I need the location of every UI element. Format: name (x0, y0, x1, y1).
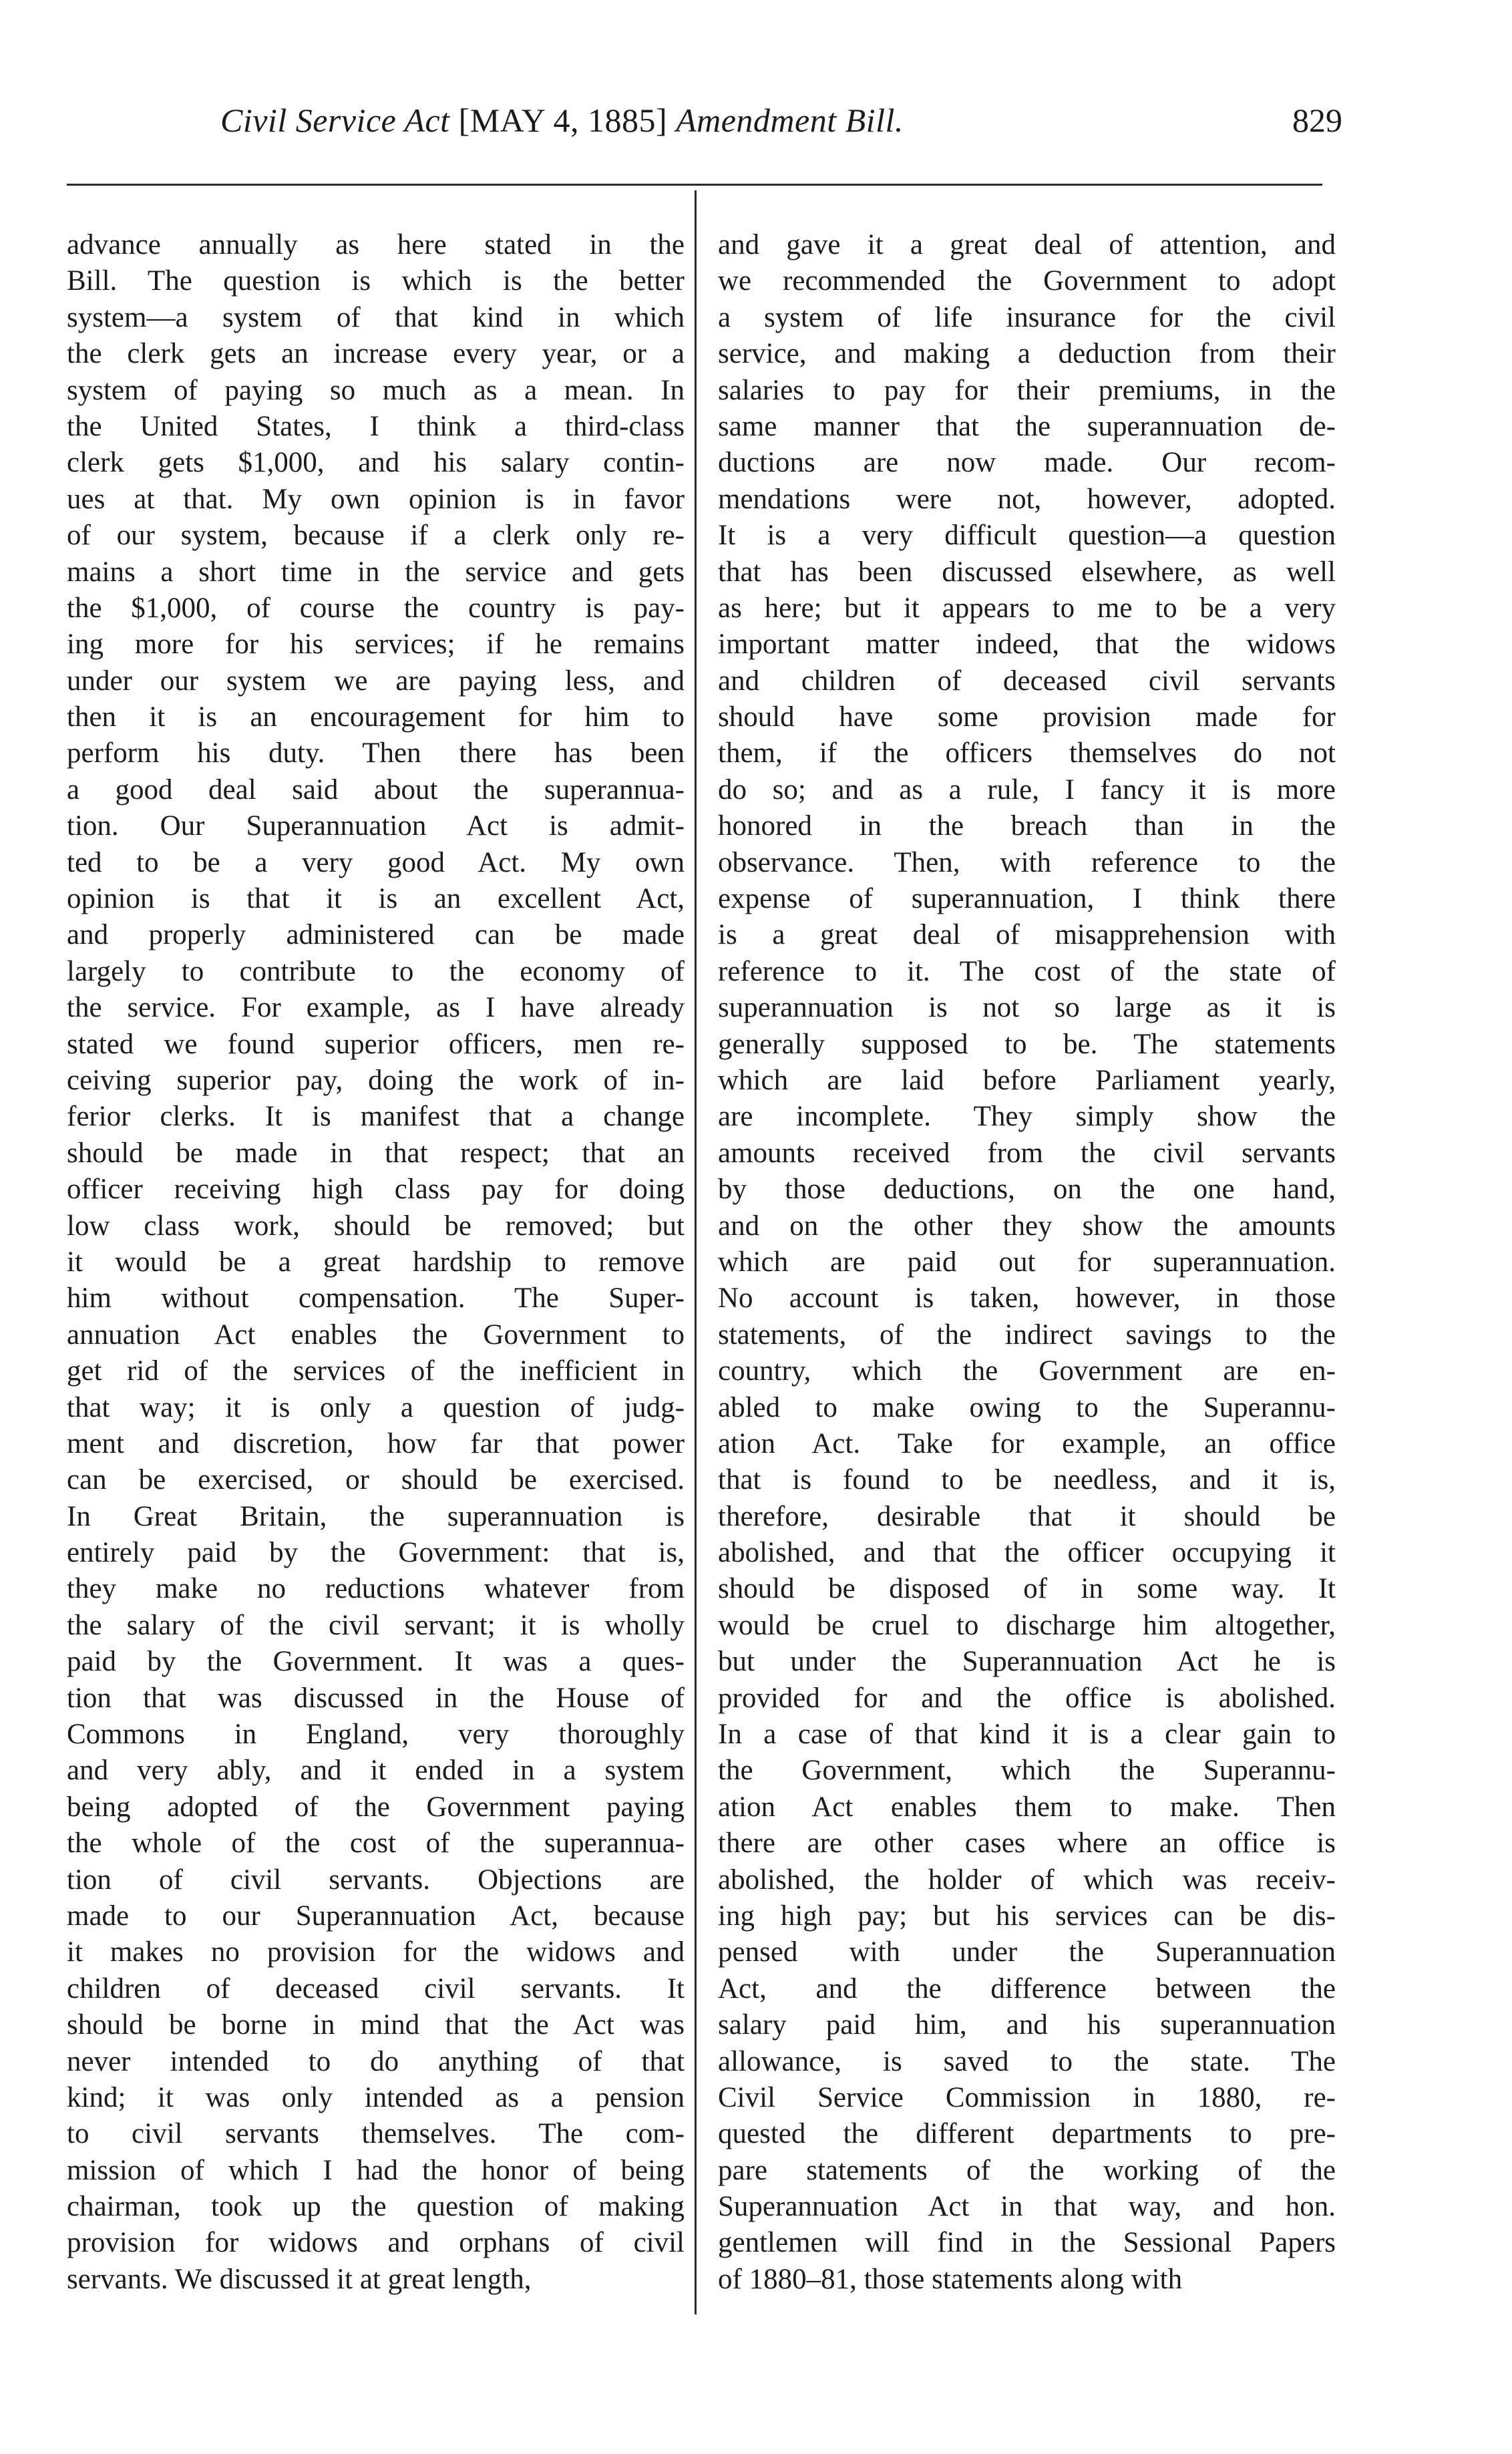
text-line: which are paid out for superannuation. (718, 1246, 1336, 1278)
text-line: them, if the officers themselves do not (718, 737, 1336, 769)
text-line: mendations were not, however, adopted. (718, 483, 1336, 515)
text-line: observance. Then, with reference to the (718, 846, 1336, 878)
text-line: under our system we are paying less, and (67, 665, 685, 697)
text-line: advance annually as here stated in the (67, 229, 685, 260)
text-line: therefore, desirable that it should be (718, 1500, 1336, 1532)
text-line: Civil Service Commission in 1880, re- (718, 2081, 1336, 2113)
text-line: the service. For example, as I have already (67, 992, 685, 1024)
text-line: the whole of the cost of the superannua- (67, 1827, 685, 1860)
text-line: but under the Superannuation Act he is (718, 1646, 1336, 1678)
text-line: ing more for his services; if he remains (67, 629, 685, 661)
text-line: the $1,000, of course the country is pay- (67, 592, 685, 624)
text-line: ation Act. Take for example, an office (718, 1427, 1336, 1459)
text-line: the Government, which the Superannu- (718, 1755, 1336, 1787)
text-line: quested the different departments to pre- (718, 2118, 1336, 2150)
text-line: pare statements of the working of the (718, 2154, 1336, 2186)
text-line: ation Act enables them to make. Then (718, 1791, 1336, 1823)
left-column (67, 227, 685, 2298)
text-line: which are laid before Parliament yearly, (718, 1064, 1336, 1096)
text-line: opinion is that it is an excellent Act, (67, 883, 685, 915)
text-line: being adopted of the Government paying (67, 1791, 685, 1823)
text-line: statements, of the indirect savings to the (718, 1319, 1336, 1351)
text-line: him without compensation. The Super- (67, 1282, 685, 1314)
text-line: allowance, is saved to the state. The (718, 2045, 1336, 2077)
text-line: system—a system of that kind in which (67, 301, 685, 333)
text-line: Act, and the difference between the (718, 1972, 1336, 2004)
text-line: salary paid him, and his superannuation (718, 2009, 1336, 2041)
text-line: generally supposed to be. The statements (718, 1028, 1336, 1060)
text-line: should have some provision made for (718, 701, 1336, 733)
text-line: and children of deceased civil servants (718, 665, 1336, 697)
text-line: perform his duty. Then there has been (67, 737, 685, 769)
text-line: ing high pay; but his services can be dis- (718, 1900, 1336, 1932)
text-line: largely to contribute to the economy of (67, 955, 685, 987)
text-line: Bill. The question is which is the better (67, 265, 685, 297)
text-line: mains a short time in the service and gets (67, 556, 685, 588)
text-line: children of deceased civil servants. It (67, 1972, 685, 2004)
text-line: it would be a great hardship to remove (67, 1246, 685, 1278)
text-line: stated we found superior officers, men re- (67, 1028, 685, 1060)
text-line: system of paying so much as a mean. In (67, 374, 685, 406)
text-line: the salary of the civil servant; it is wholly (67, 1609, 685, 1641)
text-line: ues at that. My own opinion is in favor (67, 483, 685, 515)
text-line: do so; and as a rule, I fancy it is more (718, 773, 1336, 806)
text-line: is a great deal of misapprehension with (718, 919, 1336, 951)
text-line: pensed with under the Superannuation (718, 1936, 1336, 1968)
text-line: low class work, should be removed; but (67, 1210, 685, 1242)
text-line: tion. Our Superannuation Act is admit- (67, 810, 685, 842)
text-line: entirely paid by the Government: that is, (67, 1537, 685, 1569)
running-title (220, 94, 904, 147)
text-line: are incomplete. They simply show the (718, 1101, 1336, 1133)
text-line: should be disposed of in some way. It (718, 1573, 1336, 1605)
text-line: to civil servants themselves. The com- (67, 2118, 685, 2150)
header-rule (67, 184, 1322, 186)
text-line: a good deal said about the superannua- (67, 773, 685, 806)
text-line: reference to it. The cost of the state of (718, 955, 1336, 987)
text-line: there are other cases where an office is (718, 1827, 1336, 1860)
text-line: and properly administered can be made (67, 919, 685, 951)
text-line: In a case of that kind it is a clear gain to (718, 1719, 1336, 1751)
text-line: abolished, and that the officer occupying it (718, 1537, 1336, 1569)
title-act-name: Civil Service Act (220, 102, 450, 139)
text-line: of 1880–81, those statements along with (718, 2263, 1183, 2295)
text-line: by those deductions, on the one hand, (718, 1174, 1336, 1206)
text-line: provision for widows and orphans of civil (67, 2227, 685, 2259)
text-line: can be exercised, or should be exercised. (67, 1464, 685, 1496)
text-line: that way; it is only a question of judg- (67, 1391, 685, 1423)
text-line: gentlemen will find in the Sessional Papers (718, 2227, 1336, 2259)
text-line: amounts received from the civil servants (718, 1137, 1336, 1169)
text-line: and very ably, and it ended in a system (67, 1755, 685, 1787)
text-line: made to our Superannuation Act, because (67, 1900, 685, 1932)
text-line: abled to make owing to the Superannu- (718, 1391, 1336, 1423)
text-line: ductions are now made. Our recom- (718, 447, 1336, 479)
text-line: kind; it was only intended as a pension (67, 2081, 685, 2113)
text-line: important matter indeed, that the widows (718, 629, 1336, 661)
text-line: No account is taken, however, in those (718, 1282, 1336, 1314)
text-line: servants. We discussed it at great length, (67, 2263, 532, 2295)
text-line: the United States, I think a third-class (67, 410, 685, 442)
text-line: superannuation is not so large as it is (718, 992, 1336, 1024)
text-line: then it is an encouragement for him to (67, 701, 685, 733)
text-line: ferior clerks. It is manifest that a change (67, 1101, 685, 1133)
text-line: honored in the breach than in the (718, 810, 1336, 842)
text-line: as here; but it appears to me to be a very (718, 592, 1336, 624)
text-line: that is found to be needless, and it is, (718, 1464, 1336, 1496)
text-line: that has been discussed elsewhere, as well (718, 556, 1336, 588)
text-line: the clerk gets an increase every year, or a (67, 338, 685, 370)
text-line: should be borne in mind that the Act was (67, 2009, 685, 2041)
text-line: officer receiving high class pay for doing (67, 1174, 685, 1206)
title-bill-name: Amendment Bill. (676, 102, 904, 139)
text-line: and gave it a great deal of attention, and (718, 229, 1336, 260)
text-line: provided for and the office is abolished. (718, 1682, 1336, 1714)
text-line: it makes no provision for the widows and (67, 1936, 685, 1968)
text-line: we recommended the Government to adopt (718, 265, 1336, 297)
text-line: a system of life insurance for the civil (718, 301, 1336, 333)
text-line: paid by the Government. It was a ques- (67, 1646, 685, 1678)
text-line: would be cruel to discharge him altogether, (718, 1609, 1336, 1641)
text-line: same manner that the superannuation de- (718, 410, 1336, 442)
text-line: tion that was discussed in the House of (67, 1682, 685, 1714)
text-line: they make no reductions whatever from (67, 1573, 685, 1605)
text-line: ment and discretion, how far that power (67, 1427, 685, 1459)
title-date: [MAY 4, 1885] (458, 102, 668, 139)
text-line: ceiving superior pay, doing the work of in- (67, 1064, 685, 1096)
running-header (220, 94, 1342, 147)
text-line: get rid of the services of the inefficient in (67, 1355, 685, 1387)
text-line: Commons in England, very thoroughly (67, 1719, 685, 1751)
text-line: service, and making a deduction from their (718, 338, 1336, 370)
text-line: tion of civil servants. Objections are (67, 1864, 685, 1896)
text-line: expense of superannuation, I think there (718, 883, 1336, 915)
text-line: never intended to do anything of that (67, 2045, 685, 2077)
text-line: abolished, the holder of which was receiv- (718, 1864, 1336, 1896)
text-line: It is a very difficult question—a question (718, 520, 1336, 552)
text-line: In Great Britain, the superannuation is (67, 1500, 685, 1532)
text-line: ted to be a very good Act. My own (67, 846, 685, 878)
column-divider (695, 190, 697, 2314)
right-column (718, 227, 1336, 2298)
text-line: clerk gets $1,000, and his salary contin- (67, 447, 685, 479)
text-line: country, which the Government are en- (718, 1355, 1336, 1387)
text-line: should be made in that respect; that an (67, 1137, 685, 1169)
text-line: and on the other they show the amounts (718, 1210, 1336, 1242)
text-line: Superannuation Act in that way, and hon. (718, 2191, 1336, 2223)
text-line: mission of which I had the honor of being (67, 2154, 685, 2186)
text-line: annuation Act enables the Government to (67, 1319, 685, 1351)
text-line: chairman, took up the question of making (67, 2191, 685, 2223)
page-number: 829 (1292, 102, 1342, 139)
text-line: of our system, because if a clerk only re- (67, 520, 685, 552)
text-line: salaries to pay for their premiums, in the (718, 374, 1336, 406)
